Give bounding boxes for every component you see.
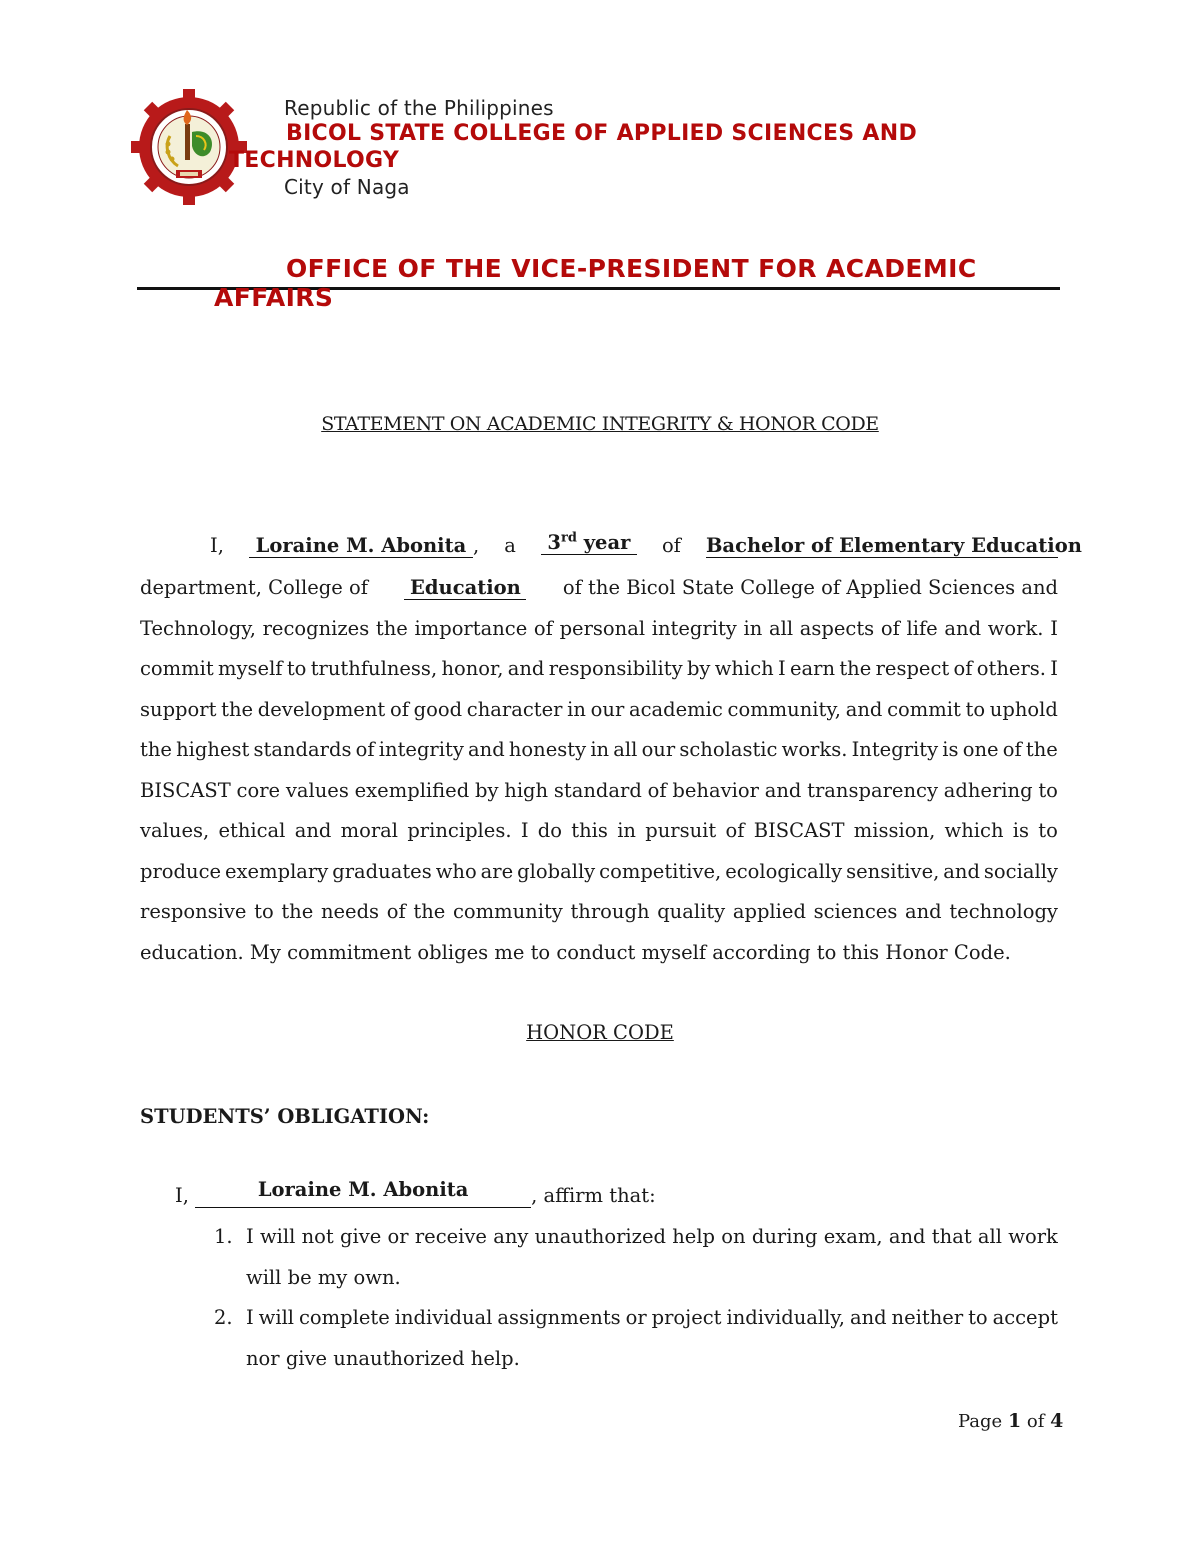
paragraph-line: responsive to the needs of the community through quality applied sciences and technology: [140, 900, 1058, 923]
line2-pre: department, College of: [140, 576, 368, 599]
list-item-number: 2.: [214, 1306, 233, 1329]
college-seal-logo: [130, 88, 248, 206]
republic-text: Republic of the Philippines: [284, 96, 554, 120]
year-level-field: 3rd year: [541, 532, 637, 555]
intro-of: of: [661, 534, 681, 557]
paragraph-line: commit myself to truthfulness, honor, and responsibility by which I earn the respect of others. I: [140, 657, 1058, 680]
college-name-line1: BICOL STATE COLLEGE OF APPLIED SCIENCES AND: [286, 121, 918, 146]
office-title-line1: OFFICE OF THE VICE-PRESIDENT FOR ACADEMIC: [286, 254, 977, 283]
list-item-line2: will be my own.: [246, 1266, 401, 1289]
statement-line-2: [140, 576, 1058, 600]
obligation-heading: STUDENTS’ OBLIGATION:: [140, 1105, 430, 1128]
paragraph-line: produce exemplary graduates who are globally competitive, ecologically sensitive, and socially: [140, 860, 1058, 883]
college-name-line2: TECHNOLOGY: [229, 148, 400, 173]
affirm-pre: I,: [175, 1184, 189, 1207]
paragraph-line: the highest standards of integrity and honesty in all our scholastic works. Integrity is one of the: [140, 738, 1058, 761]
list-item-number: 1.: [214, 1225, 233, 1248]
intro-a: a: [504, 534, 516, 557]
city-text: City of Naga: [284, 175, 410, 199]
affirm-line: [175, 1178, 656, 1208]
line2-post: of the Bicol State College of Applied Sciences and: [562, 576, 1058, 599]
page-number: Page 1 of 4: [958, 1410, 1064, 1432]
student-name-field: Loraine M. Abonita: [249, 535, 473, 558]
paragraph-line: values, ethical and moral principles. I do this in pursuit of BISCAST mission, which is to: [140, 819, 1058, 842]
list-item: [246, 1306, 1058, 1370]
list-item-line2: nor give unauthorized help.: [246, 1347, 520, 1370]
statement-line-1: [140, 530, 1082, 558]
affirm-post: , affirm that:: [531, 1184, 656, 1207]
office-title-line2: AFFAIRS: [214, 283, 334, 312]
paragraph-line: support the development of good character in our academic community, and commit to uphold: [140, 698, 1058, 721]
paragraph-last-line: education. My commitment obliges me to conduct myself according to this Honor Code.: [140, 941, 1011, 964]
paragraph-line: Technology, recognizes the importance of personal integrity in all aspects of life and work. I: [140, 617, 1058, 640]
list-item: [246, 1225, 1058, 1289]
statement-title: STATEMENT ON ACADEMIC INTEGRITY & HONOR CODE: [321, 413, 879, 435]
honor-code-title: HONOR CODE: [526, 1021, 674, 1044]
list-item-line1: I will not give or receive any unauthorized help on during exam, and that all work: [246, 1225, 1058, 1248]
intro-i: I,: [210, 534, 224, 557]
program-field: Bachelor of Elementary Education: [705, 534, 1082, 557]
college-field: Education: [404, 577, 526, 600]
paragraph-line: BISCAST core values exemplified by high standard of behavior and transparency adhering to: [140, 779, 1058, 802]
affirm-name-field: Loraine M. Abonita: [195, 1184, 531, 1208]
intro-comma: ,: [472, 534, 480, 557]
list-item-line1: I will complete individual assignments or project individually, and neither to accept: [246, 1306, 1058, 1329]
